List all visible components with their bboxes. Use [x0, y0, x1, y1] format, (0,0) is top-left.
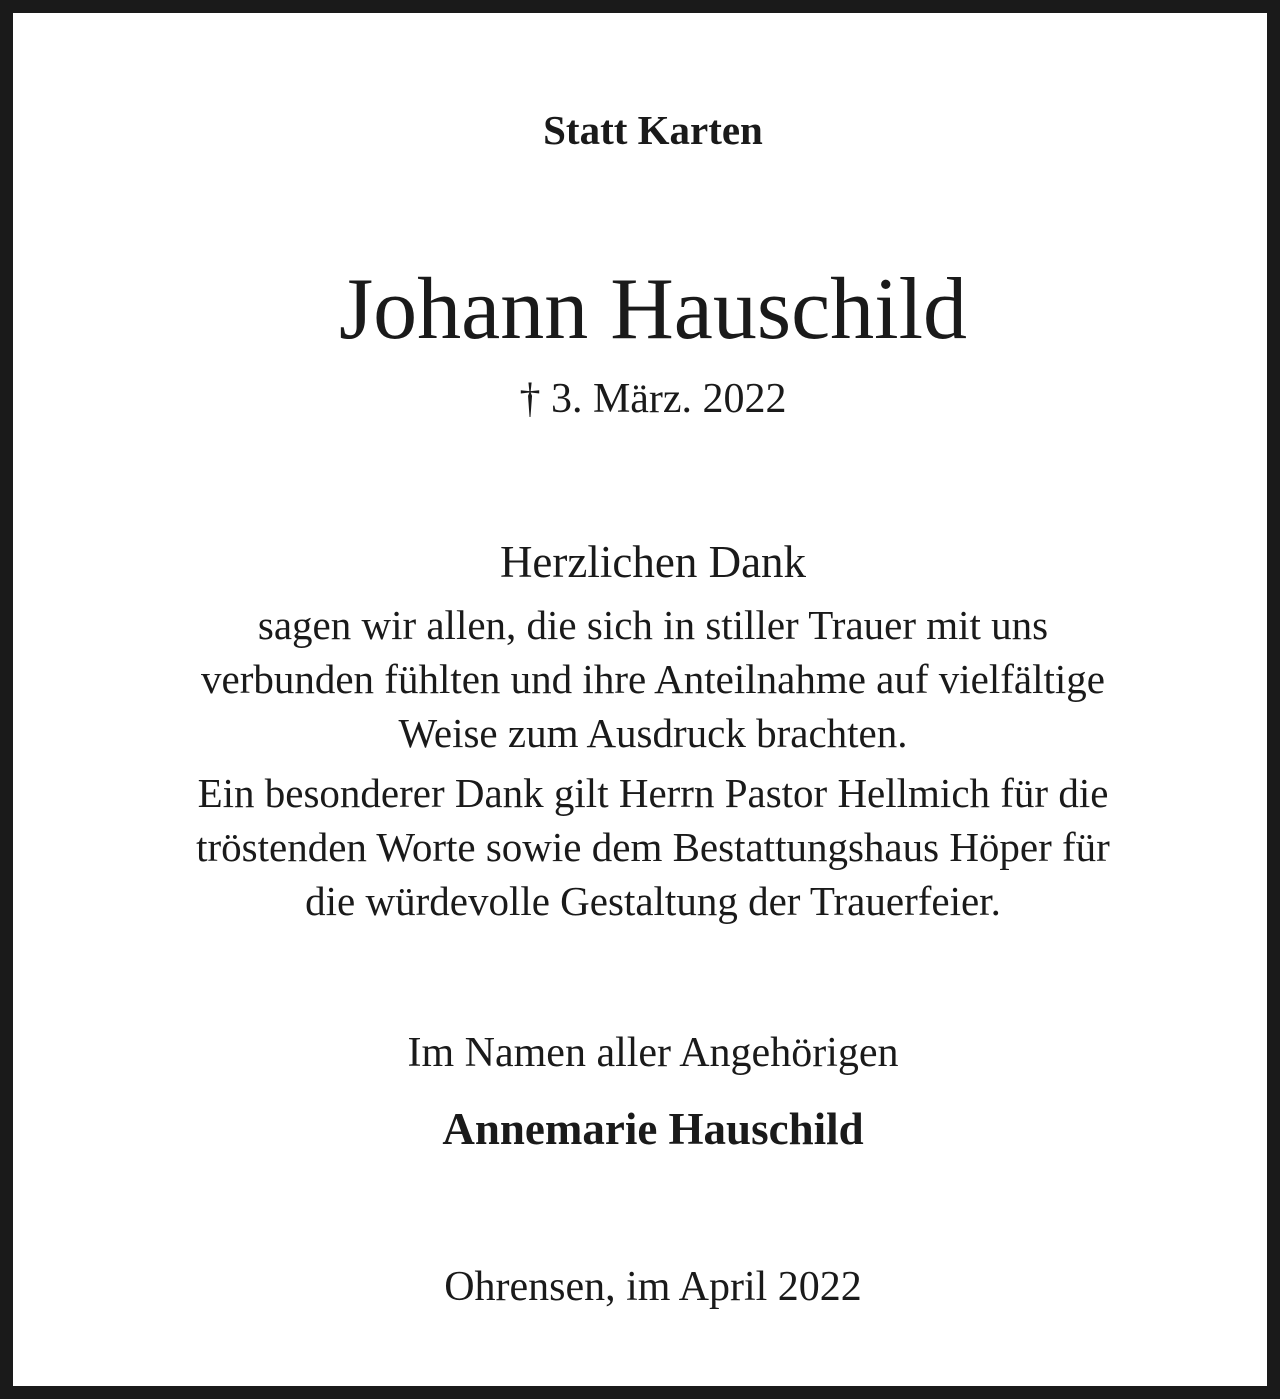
paragraph-line: Ein besonderer Dank gilt Herrn Pastor Hellmich für die	[197, 770, 1109, 816]
notice-heading: Statt Karten	[543, 107, 763, 153]
paragraph-line: die würdevolle Gestaltung der Trauerfeier.	[305, 878, 1001, 924]
paragraph-line: sagen wir allen, die sich in stiller Trauer mit uns	[257, 602, 1049, 648]
death-date: † 3. März. 2022	[519, 376, 787, 422]
paragraph-line: tröstenden Worte sowie dem Bestattungshaus Höper für	[196, 824, 1110, 870]
paragraph-line: verbunden fühlten und ihre Anteilnahme auf vielfältige	[201, 656, 1105, 702]
special-thanks-paragraph	[13, 766, 1280, 928]
place-date: Ohrensen, im April 2022	[444, 1264, 862, 1310]
paragraph-line: Weise zum Ausdruck brachten.	[398, 710, 908, 756]
signer-name: Annemarie Hauschild	[442, 1104, 864, 1154]
deceased-name: Johann Hauschild	[338, 261, 968, 358]
thanks-paragraph	[13, 598, 1280, 760]
on-behalf-line: Im Namen aller Angehörigen	[407, 1030, 899, 1076]
thanks-title: Herzlichen Dank	[499, 537, 807, 587]
